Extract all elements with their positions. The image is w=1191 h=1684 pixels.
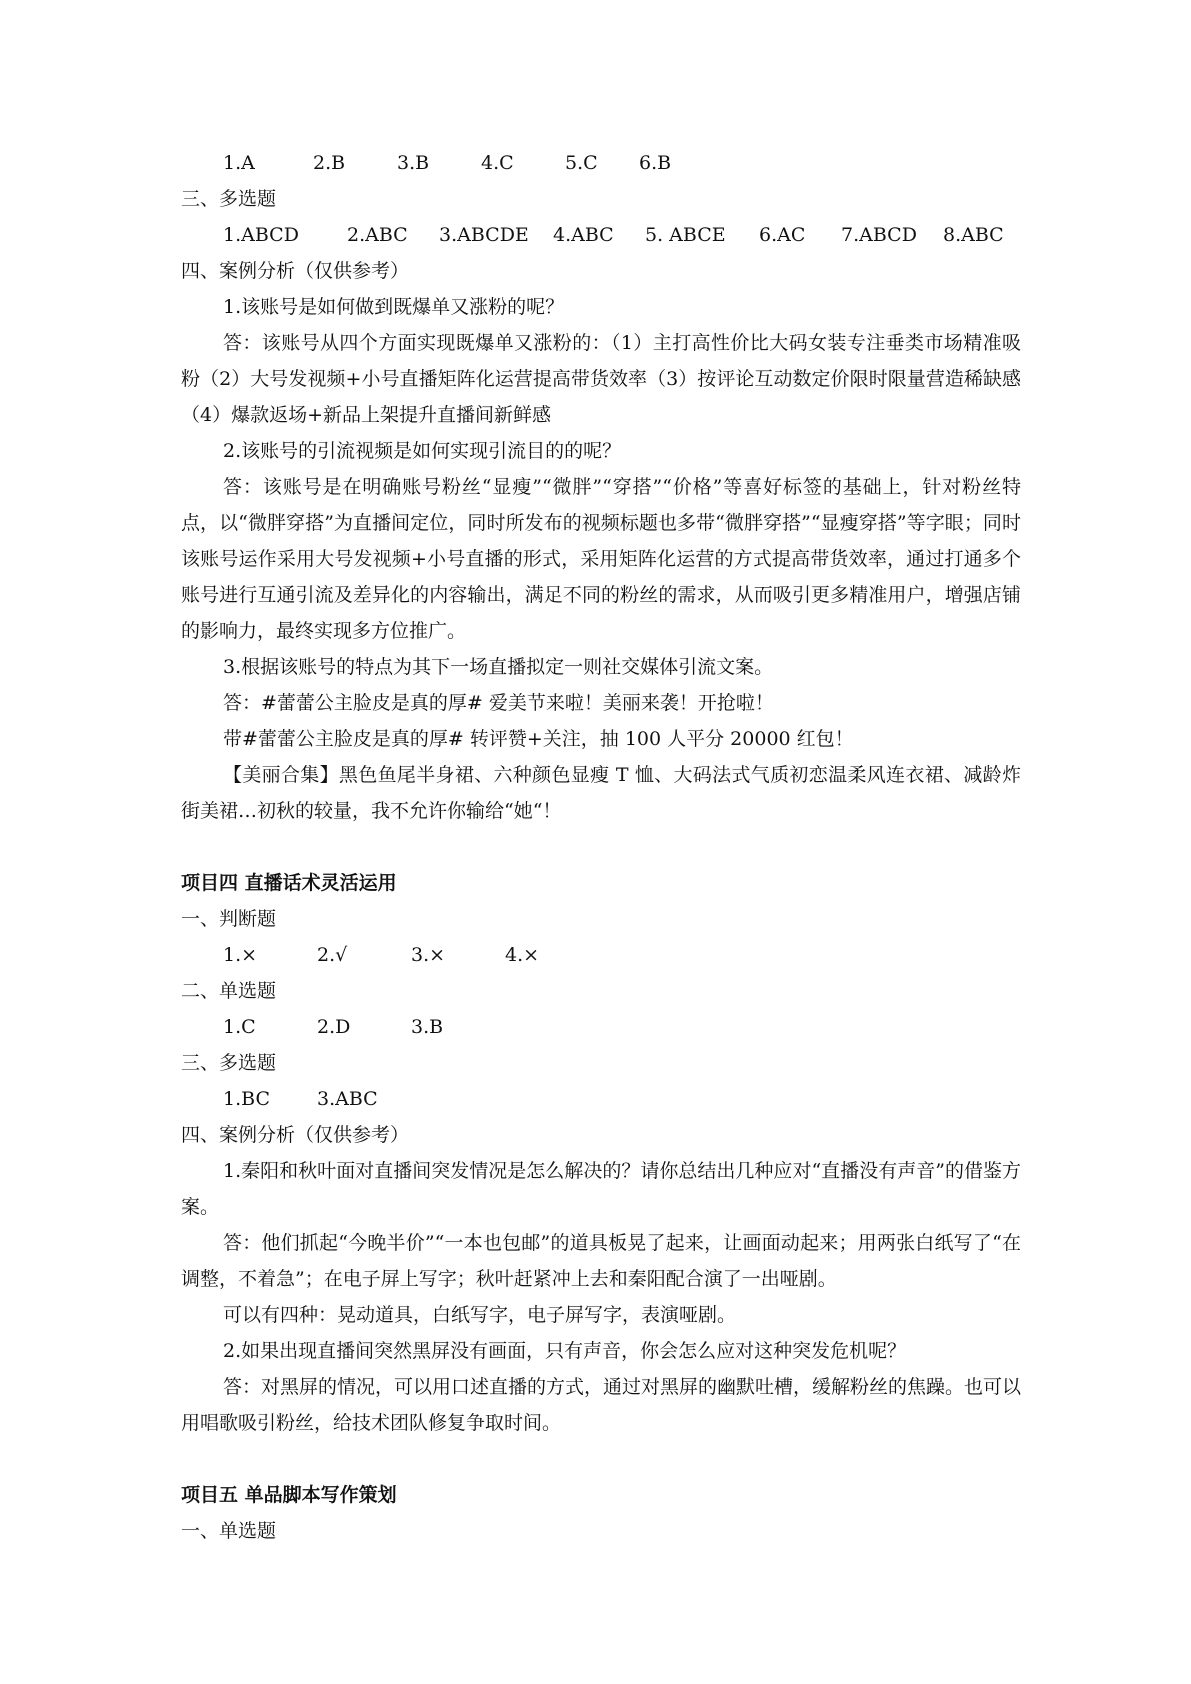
section-title: 四、案例分析（仅供参考）: [181, 1124, 410, 1146]
section-title: 一、单选题: [181, 1520, 277, 1542]
project-heading: 项目四 直播话术灵活运用: [181, 872, 397, 894]
section-title: 三、多选题: [181, 1052, 277, 1074]
case-answer: 答：#蕾蕾公主脸皮是真的厚# 爱美节来啦！美丽来袭！开抢啦！: [223, 692, 774, 714]
answer-item: 3.B: [411, 1016, 444, 1038]
spacer: [181, 1441, 1021, 1477]
section-title: 一、判断题: [181, 908, 277, 930]
answer-item: 4.×: [505, 944, 540, 966]
answer-item: 6.AC: [759, 224, 806, 246]
answer-item: 5.C: [565, 152, 598, 174]
case-answer: 答：他们抓起“今晚半价”“一本也包邮”的道具板晃了起来，让画面动起来；用两张白纸写了“在调整，不着急”；在电子屏上写字；秋叶赶紧冲上去和秦阳配合演了一出哑剧。: [181, 1232, 1021, 1290]
answer-item: 3.ABC: [317, 1088, 378, 1110]
section-title: 二、单选题: [181, 980, 277, 1002]
section-title: 四、案例分析（仅供参考）: [181, 260, 410, 282]
answer-row-single-choice: [181, 145, 1021, 181]
case-answer: 【美丽合集】黑色鱼尾半身裙、六种颜色显瘦 T 恤、大码法式气质初恋温柔风连衣裙、减龄炸街美裙…初秋的较量，我不允许你输给“她“！: [181, 764, 1021, 822]
answer-item: 6.B: [639, 152, 672, 174]
case-question: 3.根据该账号的特点为其下一场直播拟定一则社交媒体引流文案。: [223, 656, 774, 678]
case-question: 1.秦阳和秋叶面对直播间突发情况是怎么解决的？请你总结出几种应对“直播没有声音”的借鉴方案。: [181, 1160, 1021, 1218]
answer-item: 4.C: [481, 152, 514, 174]
answer-item: 1.×: [223, 944, 258, 966]
answer-item: 1.A: [223, 152, 255, 174]
case-question: 2.如果出现直播间突然黑屏没有画面，只有声音，你会怎么应对这种突发危机呢？: [223, 1340, 907, 1362]
spacer: [181, 829, 1021, 865]
answer-item: 3.B: [397, 152, 430, 174]
answer-row-true-false: [181, 937, 1021, 973]
case-answer: 可以有四种：晃动道具，白纸写字，电子屏写字，表演哑剧。: [223, 1304, 737, 1326]
answer-row-multi-choice: [181, 1081, 1021, 1117]
section-title: 三、多选题: [181, 188, 277, 210]
answer-row-single-choice: [181, 1009, 1021, 1045]
project-heading: 项目五 单品脚本写作策划: [181, 1484, 397, 1506]
answer-item: 3.ABCDE: [439, 224, 529, 246]
document-content: [181, 145, 1021, 1549]
answer-row-multi-choice: [181, 217, 1021, 253]
case-answer: 答：该账号是在明确账号粉丝“显瘦”“微胖”“穿搭”“价格”等喜好标签的基础上，针对粉丝特点，以“微胖穿搭”为直播间定位，同时所发布的视频标题也多带“微胖穿搭”“显瘦穿搭”等字眼；同时该账号运作采用大号发视频+小号直播的形式，采用矩阵化运营的方式提高带货效率，通过打通多个账号进行互通引流及差异化的内容输出，满足不同的粉丝的需求，从而吸引更多精准用户，增强店铺的影响力，最终实现多方位推广。: [181, 476, 1021, 642]
answer-item: 8.ABC: [943, 224, 1004, 246]
answer-item: 2.ABC: [347, 224, 408, 246]
answer-item: 5. ABCE: [645, 224, 726, 246]
answer-item: 7.ABCD: [841, 224, 917, 246]
answer-item: 2.√: [317, 944, 348, 966]
answer-item: 1.C: [223, 1016, 256, 1038]
answer-item: 3.×: [411, 944, 446, 966]
answer-item: 2.B: [313, 152, 346, 174]
answer-item: 1.BC: [223, 1088, 270, 1110]
case-question: 2.该账号的引流视频是如何实现引流目的的呢？: [223, 440, 622, 462]
answer-item: 1.ABCD: [223, 224, 299, 246]
answer-item: 4.ABC: [553, 224, 614, 246]
case-answer: 答：对黑屏的情况，可以用口述直播的方式，通过对黑屏的幽默吐槽，缓解粉丝的焦躁。也可以用唱歌吸引粉丝，给技术团队修复争取时间。: [181, 1376, 1022, 1434]
case-answer: 答：该账号从四个方面实现既爆单又涨粉的：（1）主打高性价比大码女装专注垂类市场精准吸粉（2）大号发视频+小号直播矩阵化运营提高带货效率（3）按评论互动数定价限时限量营造稀缺感（4）爆款返场+新品上架提升直播间新鲜感: [181, 332, 1021, 426]
case-answer: 带#蕾蕾公主脸皮是真的厚# 转评赞+关注，抽 100 人平分 20000 红包！: [223, 728, 854, 750]
case-question: 1.该账号是如何做到既爆单又涨粉的呢？: [223, 296, 565, 318]
answer-item: 2.D: [317, 1016, 351, 1038]
